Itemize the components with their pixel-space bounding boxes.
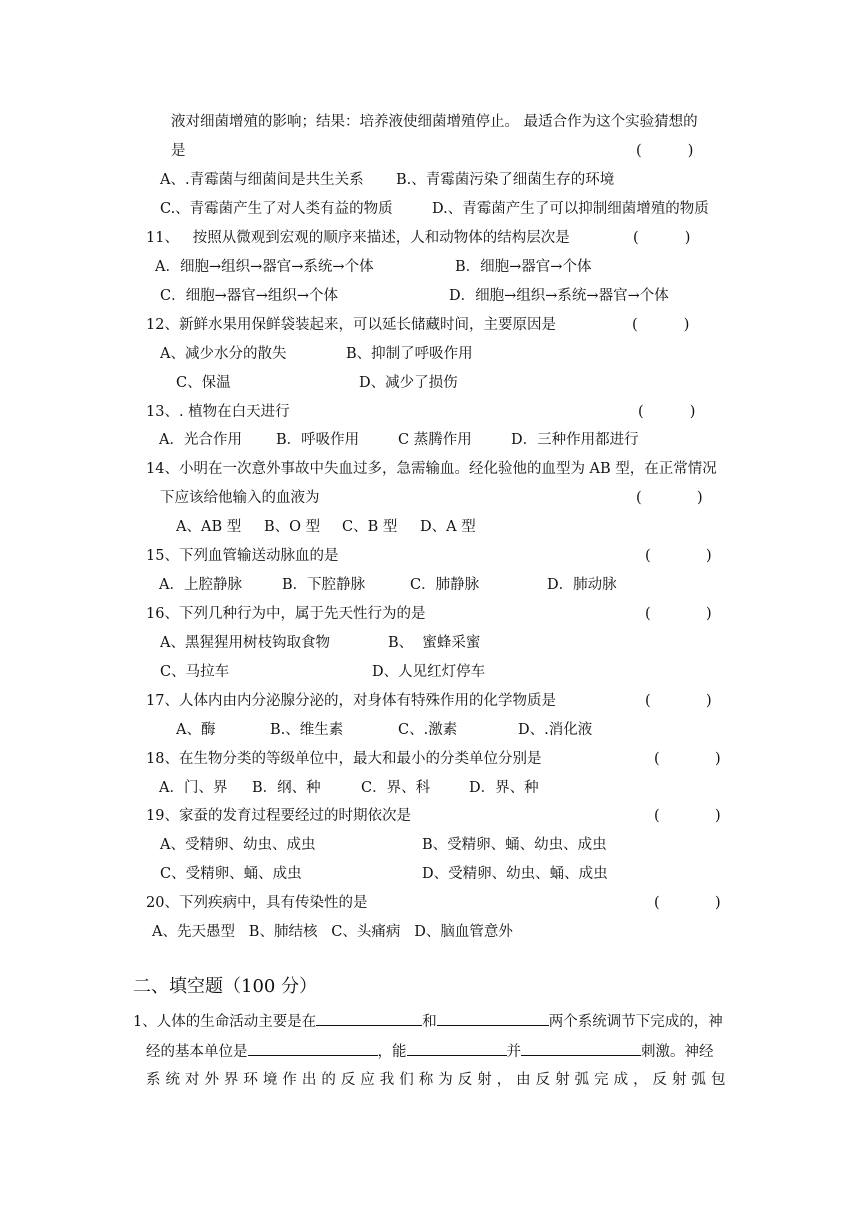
q16-stem: 16、下列几种行为中，属于先天性行为的是 [146,606,426,622]
q15-stem: 15、下列血管输送动脉血的是 [146,548,339,564]
q11-option-b: B．细胞→器官→个体 [455,259,592,275]
q18-option-b: B．纲、种 [252,780,321,796]
q12-option-b: B、抑制了呼吸作用 [346,346,473,362]
q19-answer-paren: ( ) [654,808,721,824]
q20-stem: 20、下列疾病中，具有传染性的是 [146,895,368,911]
q14-option-d: D、A 型 [420,519,476,535]
q16-option-c: C、马拉车 [160,664,230,680]
q11-answer-paren: ( ) [633,230,691,246]
q14-option-c: C、B 型 [342,519,398,535]
q14-stem-line2: 下应该给他输入的血液为 [160,490,320,506]
q19-option-a: A、受精卵、幼虫、成虫 [160,837,316,853]
q19-stem: 19、家蚕的发育过程要经过的时期依次是 [146,808,411,824]
fill1-text: 刺激。神经 [641,1044,714,1060]
q15-answer-paren: ( ) [645,548,712,564]
q13-stem: 13、. 植物在白天进行 [146,404,290,420]
q17-option-b: B.、维生素 [270,722,344,738]
answer-blank[interactable] [407,1040,507,1056]
q11-option-a: A．细胞→组织→器官→系统→个体 [155,259,374,275]
q15-option-d: D．肺动脉 [547,577,617,593]
fill1-text: ，能 [377,1044,407,1060]
answer-blank[interactable] [437,1010,549,1026]
q16-option-d: D、人见红灯停车 [372,664,486,680]
q15-option-b: B．下腔静脉 [282,577,366,593]
answer-blank[interactable] [521,1040,641,1056]
q13-answer-paren: ( ) [638,404,696,420]
q13-option-d: D．三种作用都进行 [511,432,639,448]
fill1-text: 和 [422,1014,437,1030]
q18-option-d: D．界、种 [469,780,539,796]
q15-option-c: C．肺静脉 [410,577,480,593]
q10-stem-line1: 液对细菌增殖的影响；结果：培养液使细菌增殖停止。 最适合作为这个实验猜想的 [171,114,698,130]
q10-option-d: D.、青霉菌产生了可以抑制细菌增殖的物质 [432,201,709,217]
q20-answer-paren: ( ) [654,895,721,911]
q13-option-a: A．光合作用 [159,432,242,448]
q10-option-b: B.、青霉菌污染了细菌生存的环境 [396,172,615,188]
q10-option-a: A、.青霉菌与细菌间是共生关系 [160,172,364,188]
q19-option-d: D、受精卵、幼虫、蛹、成虫 [422,866,608,882]
q11-stem: 11、 按照从微观到宏观的顺序来描述，人和动物体的结构层次是 [146,230,570,246]
q16-option-b: B、 蜜蜂采蜜 [388,635,481,651]
fill1-line3: 系统对外界环境作出的反应我们称为反射，由反射弧完成，反射弧包 [146,1072,729,1088]
q10-stem-line2: 是 [171,143,186,159]
answer-blank[interactable] [316,1010,422,1026]
q14-option-b: B、O 型 [264,519,321,535]
q15-option-a: A．上腔静脉 [159,577,242,593]
q12-option-c: C、保温 [176,375,231,391]
q16-answer-paren: ( ) [645,606,712,622]
q17-answer-paren: ( ) [645,693,712,709]
q19-option-b: B、受精卵、蛹、幼虫、成虫 [422,837,607,853]
fill1-text: 经的基本单位是 [146,1044,248,1060]
q19-option-c: C、受精卵、蛹、成虫 [160,866,302,882]
q14-answer-paren: ( ) [636,490,703,506]
fill1-line2 [146,1040,714,1062]
q16-option-a: A、黑猩猩用树枝钩取食物 [160,635,330,651]
q14-stem-line1: 14、小明在一次意外事故中失血过多，急需输血。经化验他的血型为 AB 型，在正常情况 [146,461,717,477]
q12-option-a: A、减少水分的散失 [160,346,287,362]
q18-option-a: A．门、界 [159,780,228,796]
q11-option-c: C．细胞→器官→组织→个体 [160,288,339,304]
answer-blank[interactable] [248,1040,378,1056]
fill1-text: 1、人体的生命活动主要是在 [133,1014,317,1030]
q10-option-c: C.、青霉菌产生了对人类有益的物质 [160,201,393,217]
q18-stem: 18、在生物分类的等级单位中，最大和最小的分类单位分别是 [146,751,542,767]
q17-option-a: A、酶 [176,722,216,738]
q18-answer-paren: ( ) [654,751,721,767]
fill1-text: 两个系统调节下完成的，神 [548,1014,723,1030]
q12-stem: 12、新鲜水果用保鲜袋装起来，可以延长储藏时间，主要原因是 [146,317,556,333]
q13-option-b: B．呼吸作用 [276,432,360,448]
q13-option-c: C 蒸腾作用 [398,432,472,448]
fill1-line1 [133,1010,723,1032]
q12-option-d: D、减少了损伤 [359,375,458,391]
q17-stem: 17、人体内由内分泌腺分泌的，对身体有特殊作用的化学物质是 [146,693,556,709]
q17-option-d: D、.消化液 [518,722,593,738]
q12-answer-paren: ( ) [632,317,690,333]
section-heading-fill-in: 二、填空题（100 分） [133,976,318,997]
q11-option-d: D．细胞→组织→系统→器官→个体 [449,288,669,304]
q17-option-c: C、.激素 [398,722,458,738]
q20-options: A、先天愚型 B、肺结核 C、头痛病 D、脑血管意外 [152,924,513,940]
q10-answer-paren: ( ) [636,143,694,159]
q18-option-c: C．界、科 [361,780,431,796]
q14-option-a: A、AB 型 [176,519,242,535]
fill1-text: 并 [506,1044,521,1060]
